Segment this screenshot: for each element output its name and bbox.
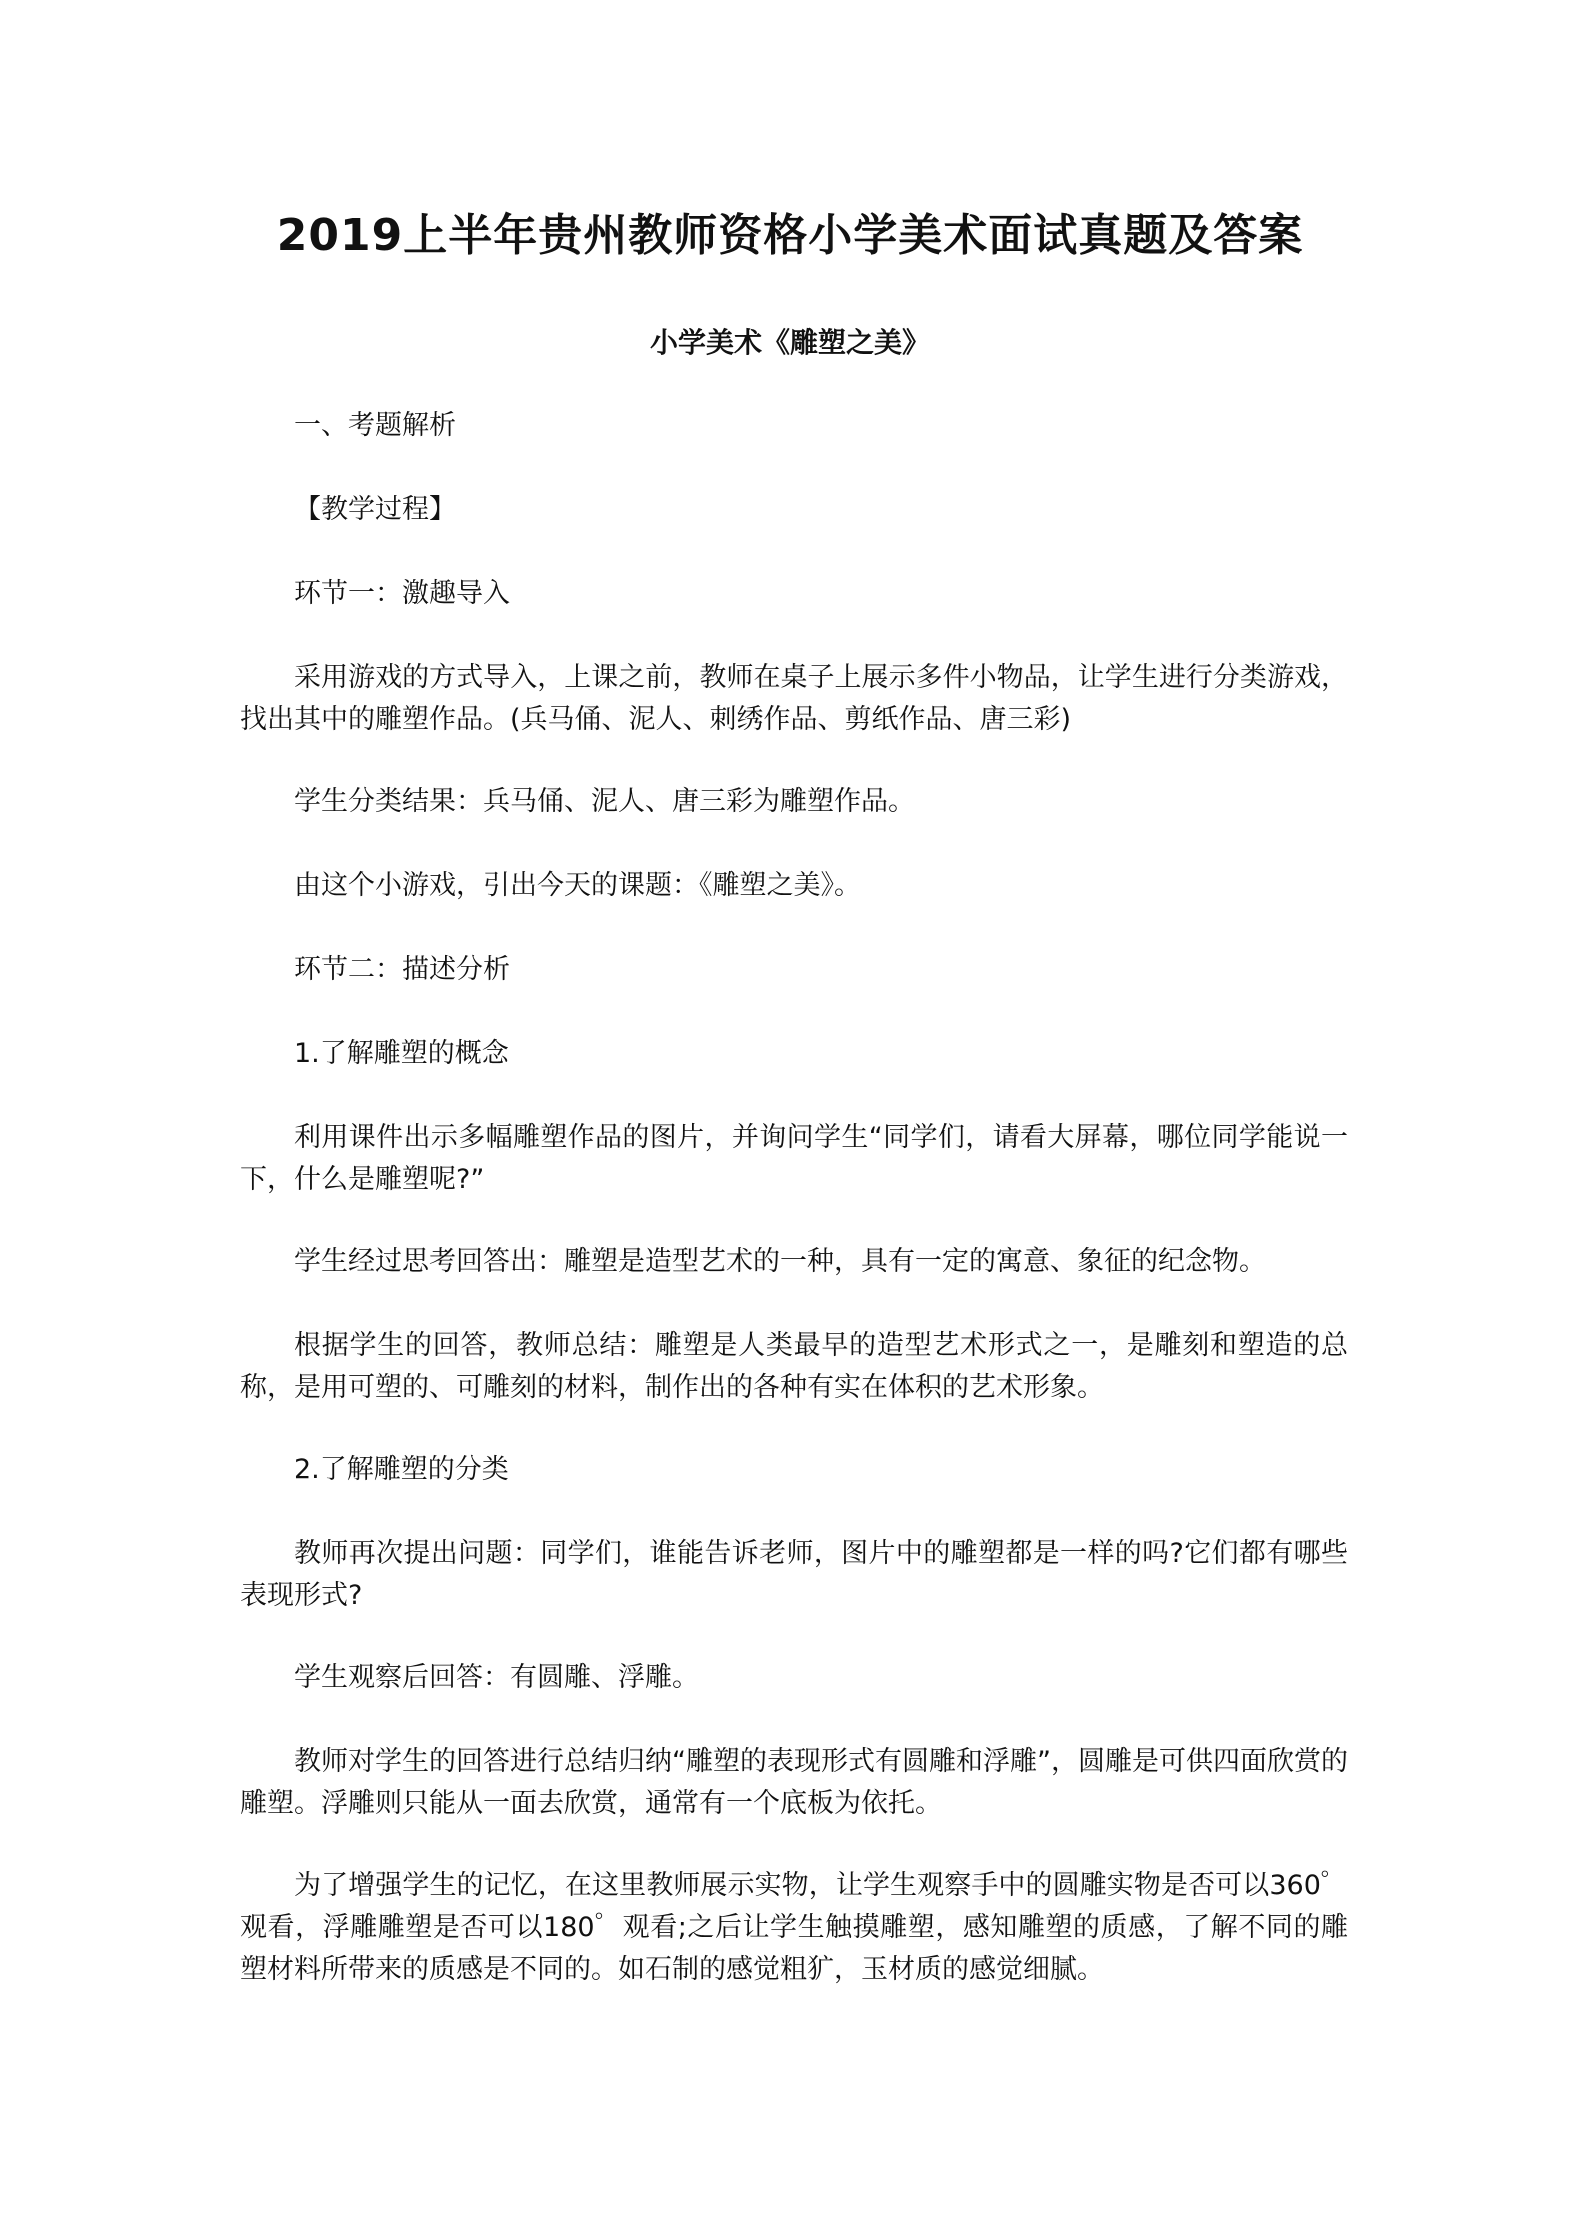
document-title: 2019上半年贵州教师资格小学美术面试真题及答案 [276,210,1304,261]
section-heading: 环节一：激趣导入 [294,578,510,609]
section-heading: 1.了解雕塑的概念 [294,1038,509,1069]
paragraph: 教师对学生的回答进行总结归纳“雕塑的表现形式有圆雕和浮雕”，圆雕是可供四面欣赏的雕塑。浮雕则只能从一面去欣赏，通常有一个底板为依托。 [240,1746,1348,1819]
paragraph: 采用游戏的方式导入，上课之前，教师在桌子上展示多件小物品，让学生进行分类游戏，找出其中的雕塑作品。(兵马俑、泥人、刺绣作品、剪纸作品、唐三彩) [240,662,1348,735]
paragraph: 根据学生的回答，教师总结：雕塑是人类最早的造型艺术形式之一，是雕刻和塑造的总称，是用可塑的、可雕刻的材料，制作出的各种有实在体积的艺术形象。 [240,1330,1348,1403]
section-heading: 环节二：描述分析 [294,954,510,985]
paragraph: 教师再次提出问题：同学们，谁能告诉老师，图片中的雕塑都是一样的吗?它们都有哪些表现形式? [240,1538,1348,1611]
document-body [240,405,1348,2031]
paragraph: 学生观察后回答：有圆雕、浮雕。 [294,1662,699,1693]
section-heading: 2.了解雕塑的分类 [294,1454,509,1485]
document-subtitle: 小学美术《雕塑之美》 [649,326,930,359]
paragraph: 学生经过思考回答出：雕塑是造型艺术的一种，具有一定的寓意、象征的纪念物。 [294,1246,1266,1277]
section-heading: 一、考题解析 [294,410,456,441]
paragraph: 为了增强学生的记忆，在这里教师展示实物，让学生观察手中的圆雕实物是否可以360゜观看，浮雕雕塑是否可以180゜观看;之后让学生触摸雕塑，感知雕塑的质感，了解不同的雕塑材料所带来的质感是不同的。如石制的感觉粗犷，玉材质的感觉细腻。 [240,1870,1348,1985]
paragraph: 利用课件出示多幅雕塑作品的图片，并询问学生“同学们，请看大屏幕，哪位同学能说一下，什么是雕塑呢?” [240,1122,1348,1195]
paragraph: 学生分类结果：兵马俑、泥人、唐三彩为雕塑作品。 [294,786,915,817]
section-heading: 【教学过程】 [294,494,456,525]
paragraph: 由这个小游戏，引出今天的课题：《雕塑之美》。 [294,870,861,901]
